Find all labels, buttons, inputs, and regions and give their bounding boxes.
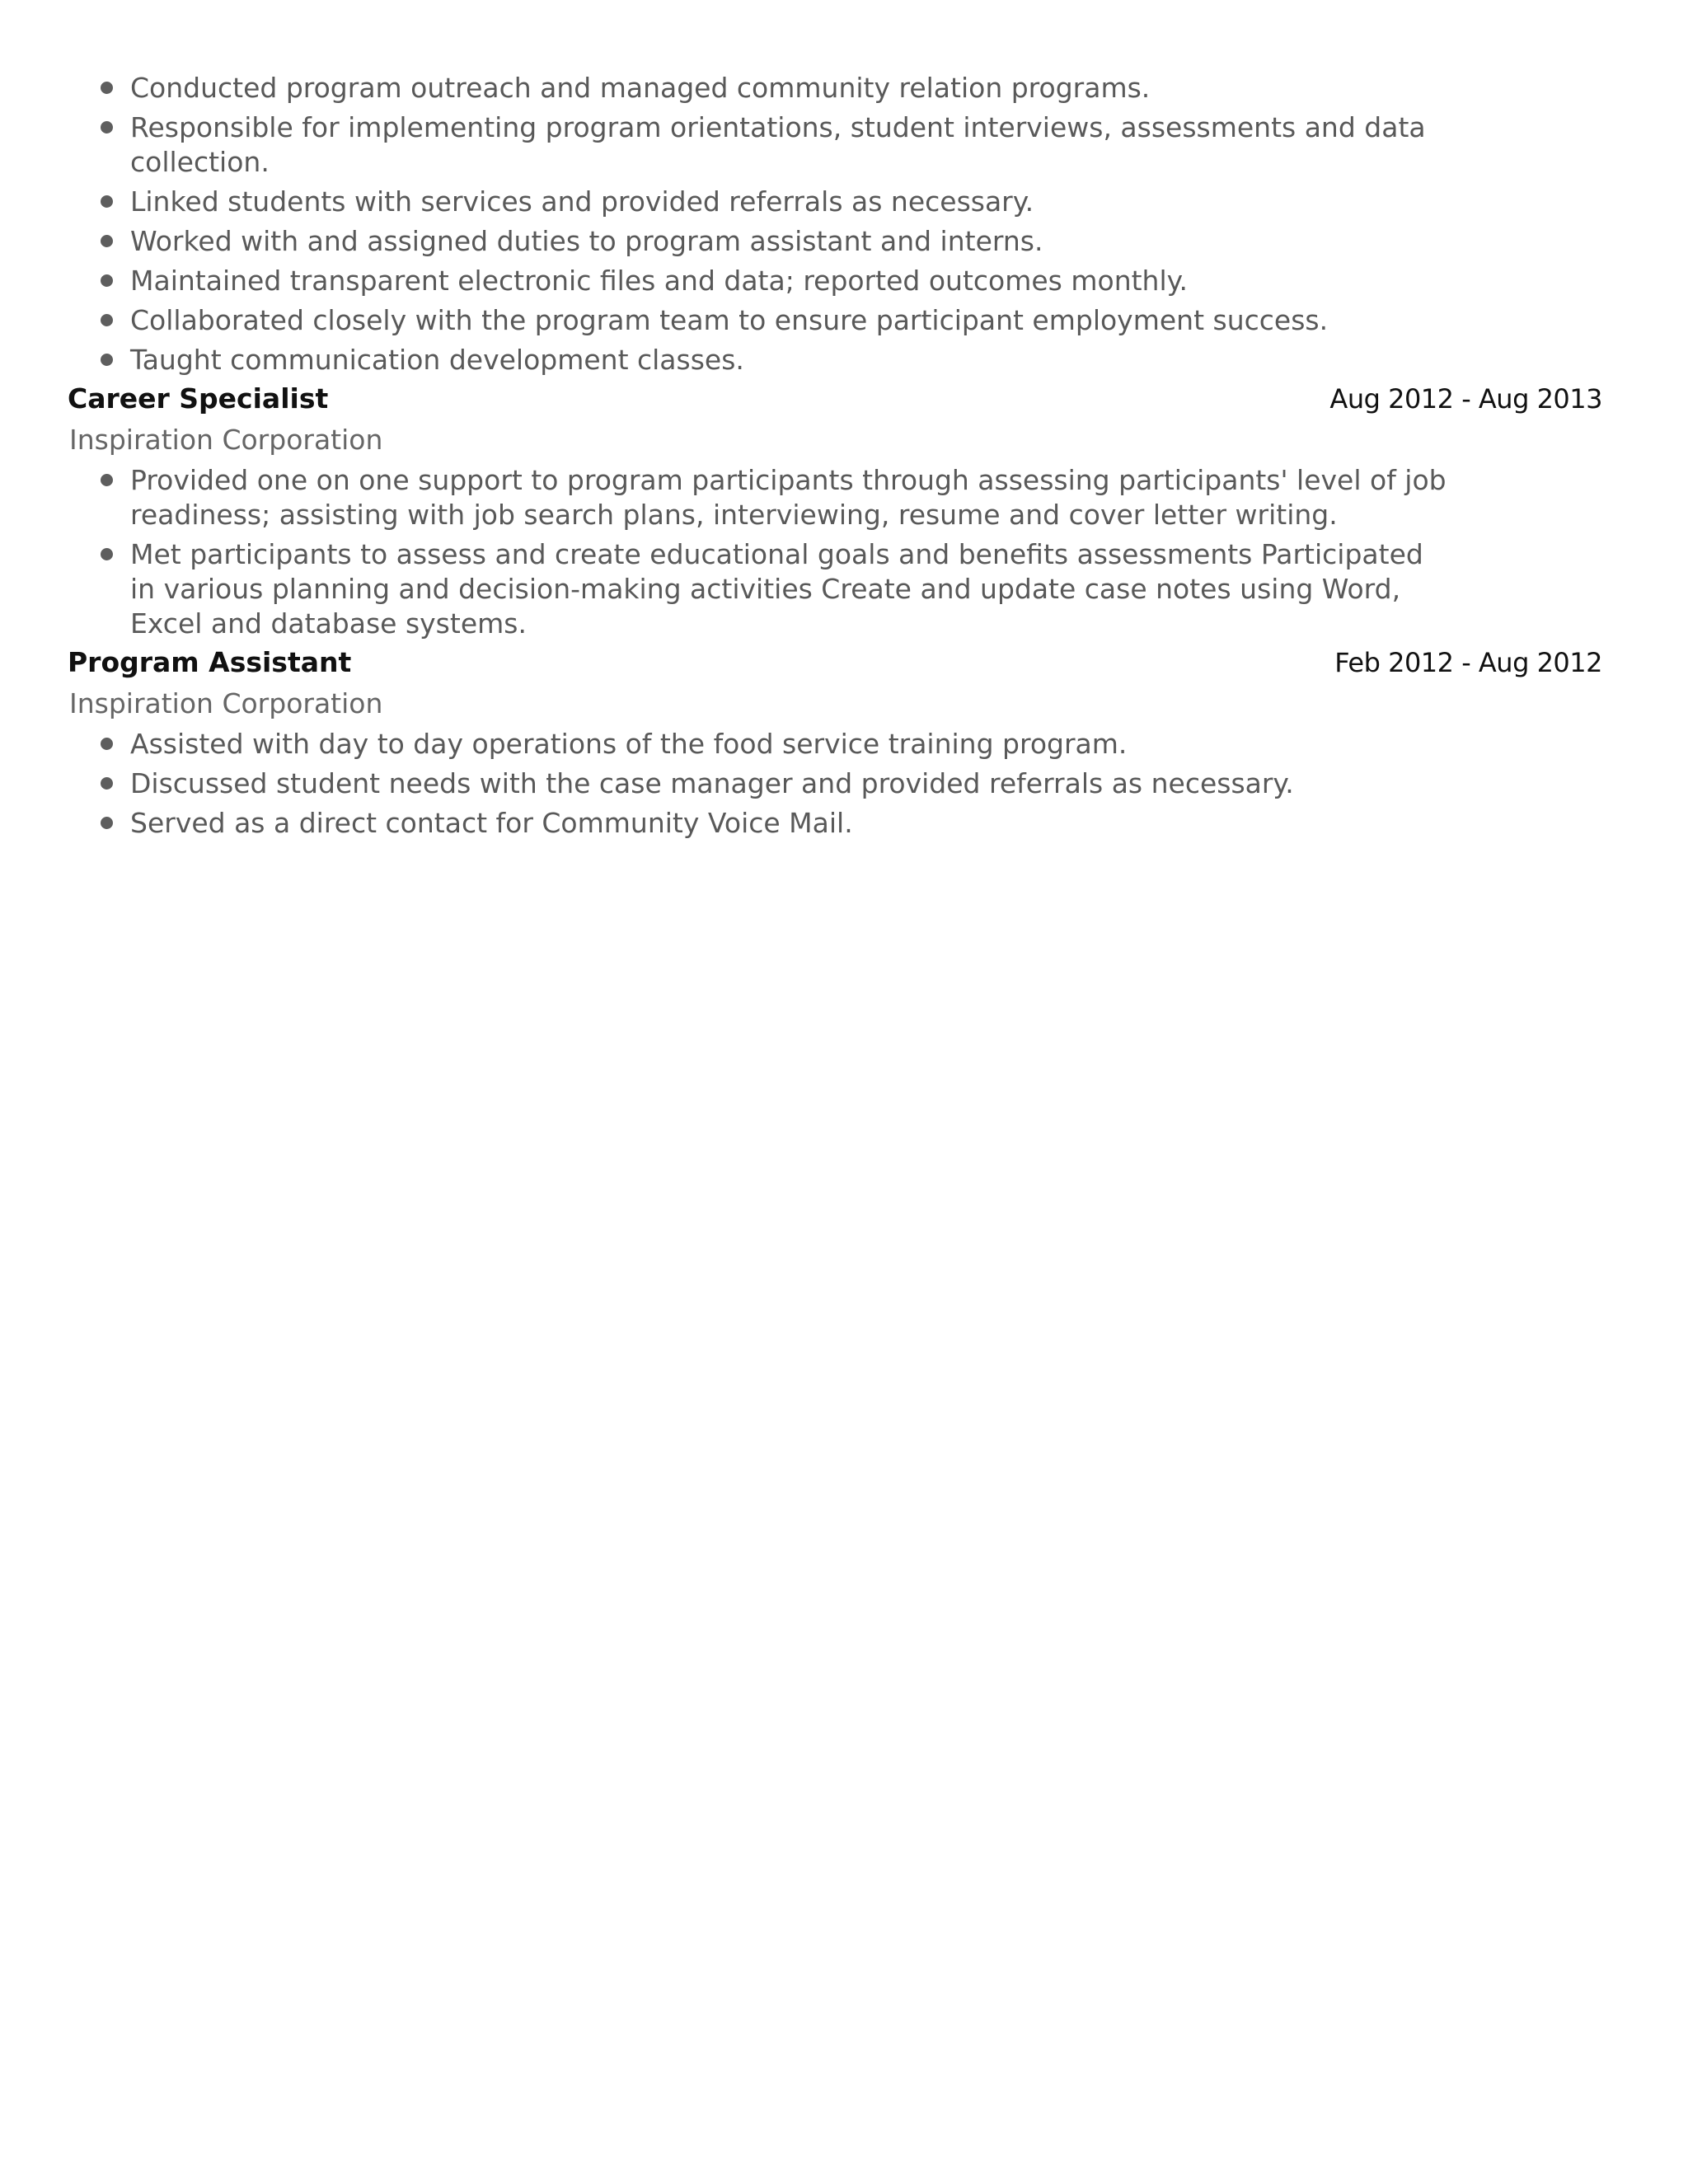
job-bullets xyxy=(68,727,1602,841)
resume-page xyxy=(68,71,1602,846)
list-item: Discussed student needs with the case manager and provided referrals as necessary. xyxy=(130,766,1531,801)
job-entry-career-specialist xyxy=(68,382,1602,641)
list-item: Conducted program outreach and managed community relation programs. xyxy=(130,71,1531,105)
job-header xyxy=(68,382,1602,422)
job-dates: Aug 2012 - Aug 2013 xyxy=(1329,383,1602,415)
job-header xyxy=(68,646,1602,686)
list-item: Worked with and assigned duties to program assistant and interns. xyxy=(130,224,1531,259)
job-bullets xyxy=(68,463,1602,641)
list-item: Responsible for implementing program orientations, student interviews, assessments and data collection. xyxy=(130,110,1449,180)
job-entry-program-assistant xyxy=(68,646,1602,841)
list-item: Collaborated closely with the program team to ensure participant employment success. xyxy=(130,303,1531,338)
list-item: Assisted with day to day operations of the food service training program. xyxy=(130,727,1531,762)
job-title: Career Specialist xyxy=(68,382,329,415)
list-item: Maintained transparent electronic files and data; reported outcomes monthly. xyxy=(130,264,1531,298)
list-item: Taught communication development classes. xyxy=(130,343,1531,377)
previous-job-bullets xyxy=(68,71,1602,377)
list-item: Linked students with services and provided referrals as necessary. xyxy=(130,185,1531,219)
job-title: Program Assistant xyxy=(68,646,352,678)
list-item: Met participants to assess and create educational goals and benefits assessments Participated in various planning and decision-making activities Create and update case notes using Word, Excel and database systems. xyxy=(130,537,1449,641)
list-item: Served as a direct contact for Community Voice Mail. xyxy=(130,806,1531,841)
job-dates: Feb 2012 - Aug 2012 xyxy=(1334,647,1602,678)
list-item: Provided one on one support to program participants through assessing participants' level of job readiness; assisting with job search plans, interviewing, resume and cover letter writing. xyxy=(130,463,1449,532)
company-name: Inspiration Corporation xyxy=(69,424,383,456)
company-name: Inspiration Corporation xyxy=(69,687,383,719)
